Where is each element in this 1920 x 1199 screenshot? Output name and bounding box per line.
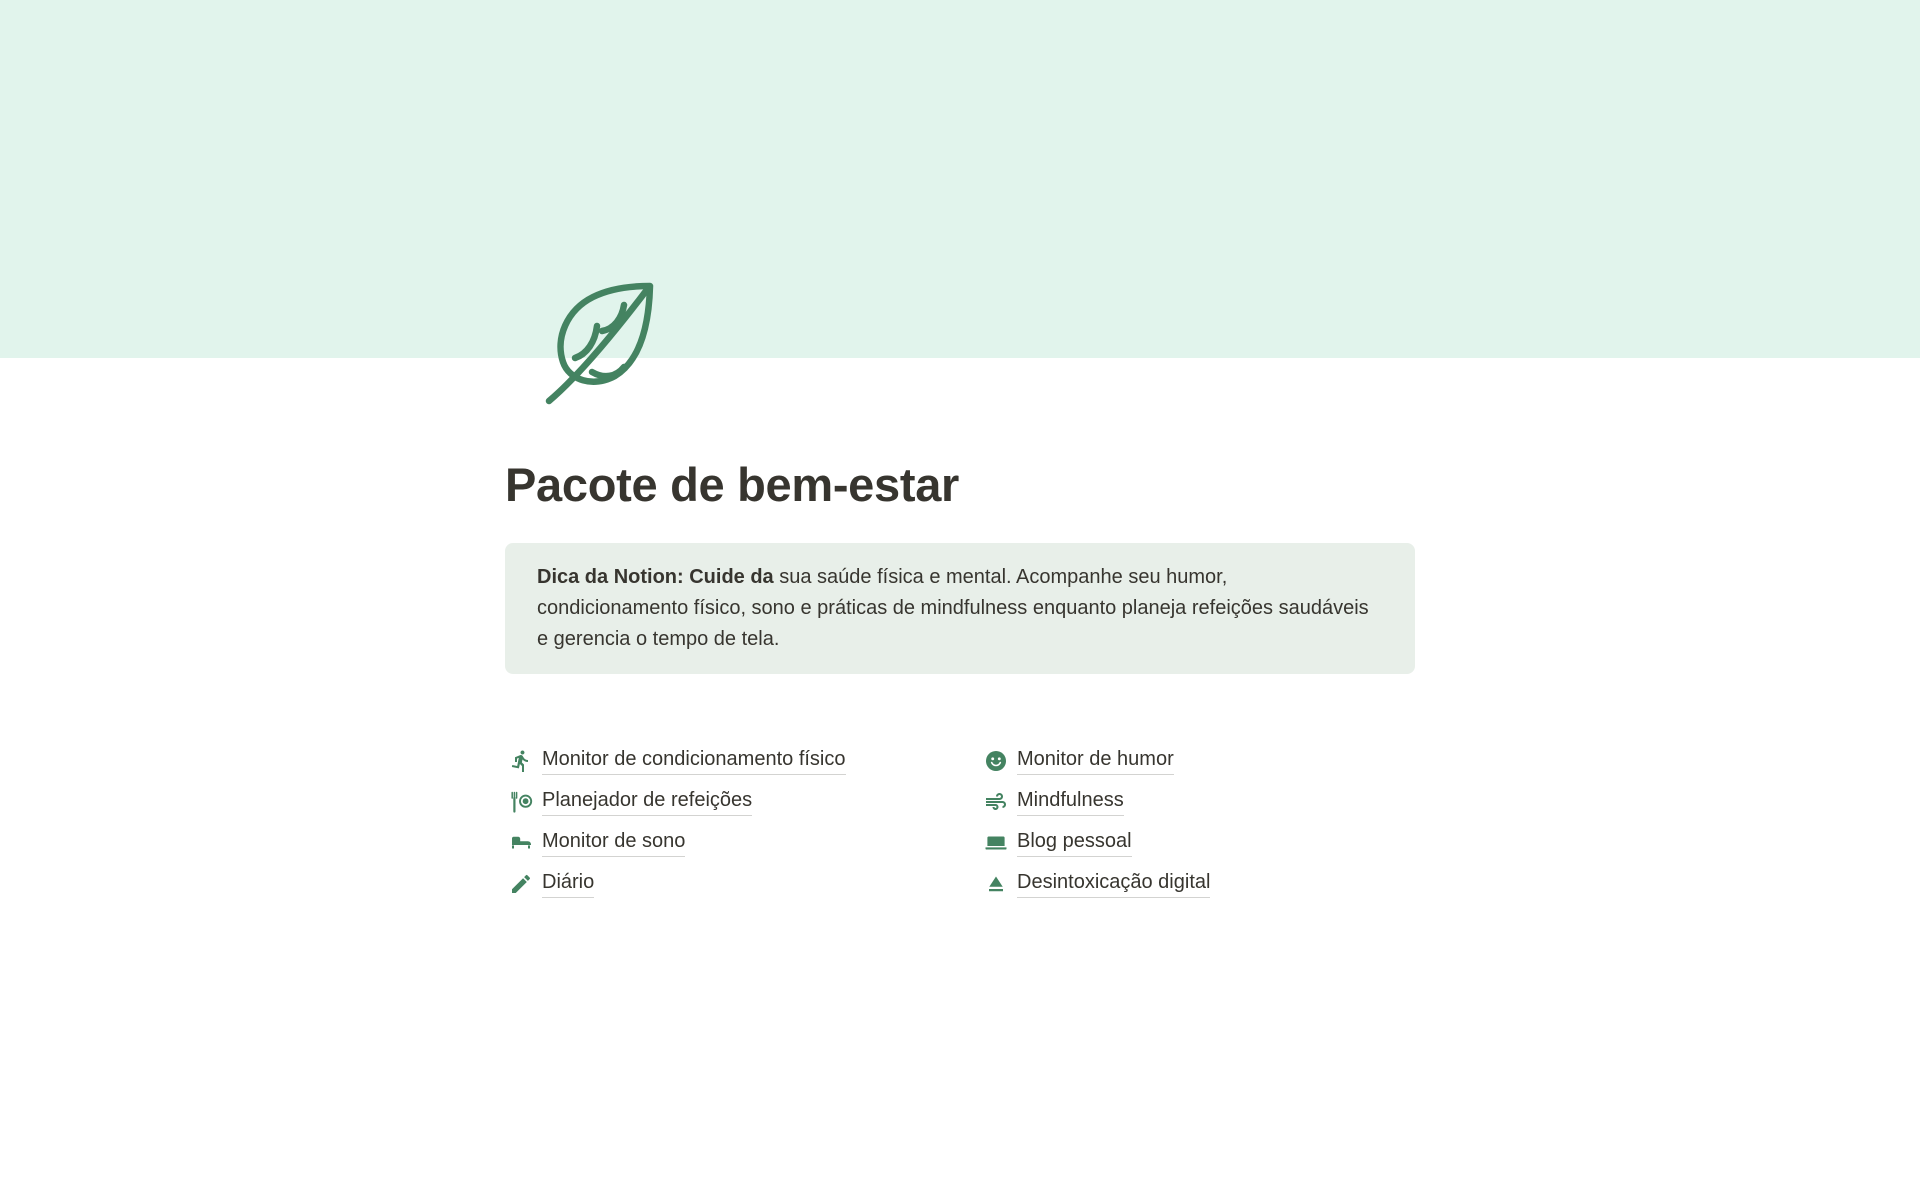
page-title: Pacote de bem-estar bbox=[505, 458, 960, 511]
pencil-icon bbox=[509, 872, 533, 896]
fork-plate-icon bbox=[509, 790, 533, 814]
callout-text: sua saúde física e mental. Acompanhe seu humor, condicionamento físico, sono e práticas de mindfulness enquanto planeja refeições saudáveis e gerencia o tempo de tela. bbox=[537, 566, 1369, 650]
eject-icon bbox=[984, 872, 1008, 896]
links-columns bbox=[505, 740, 1415, 904]
laptop-icon bbox=[984, 831, 1008, 855]
wind-icon bbox=[984, 790, 1008, 814]
notion-tip-callout bbox=[505, 543, 1415, 674]
page-link[interactable]: Diário bbox=[542, 869, 594, 898]
page-link[interactable]: Mindfulness bbox=[1017, 787, 1124, 816]
callout-bold-text: Dica da Notion: Cuide da bbox=[537, 566, 774, 588]
page-link[interactable]: Desintoxicação digital bbox=[1017, 869, 1210, 898]
page-link[interactable]: Monitor de sono bbox=[542, 828, 685, 857]
page-link-row[interactable] bbox=[505, 781, 940, 822]
runner-icon bbox=[509, 749, 533, 773]
page-link[interactable]: Planejador de refeições bbox=[542, 787, 752, 816]
bed-icon bbox=[509, 831, 533, 855]
page-link-row[interactable] bbox=[980, 740, 1415, 781]
page-link-row[interactable] bbox=[505, 740, 940, 781]
page-link-row[interactable] bbox=[980, 781, 1415, 822]
page-link[interactable]: Monitor de humor bbox=[1017, 746, 1174, 775]
page-link-row[interactable] bbox=[505, 863, 940, 904]
links-column-left bbox=[505, 740, 940, 904]
leaf-icon[interactable] bbox=[545, 280, 655, 405]
links-column-right bbox=[980, 740, 1415, 904]
page-link[interactable]: Monitor de condicionamento físico bbox=[542, 746, 846, 775]
page-link-row[interactable] bbox=[980, 822, 1415, 863]
page-content bbox=[505, 280, 1415, 904]
page-link-row[interactable] bbox=[505, 822, 940, 863]
smiley-icon bbox=[984, 749, 1008, 773]
page-link[interactable]: Blog pessoal bbox=[1017, 828, 1132, 857]
page-link-row[interactable] bbox=[980, 863, 1415, 904]
